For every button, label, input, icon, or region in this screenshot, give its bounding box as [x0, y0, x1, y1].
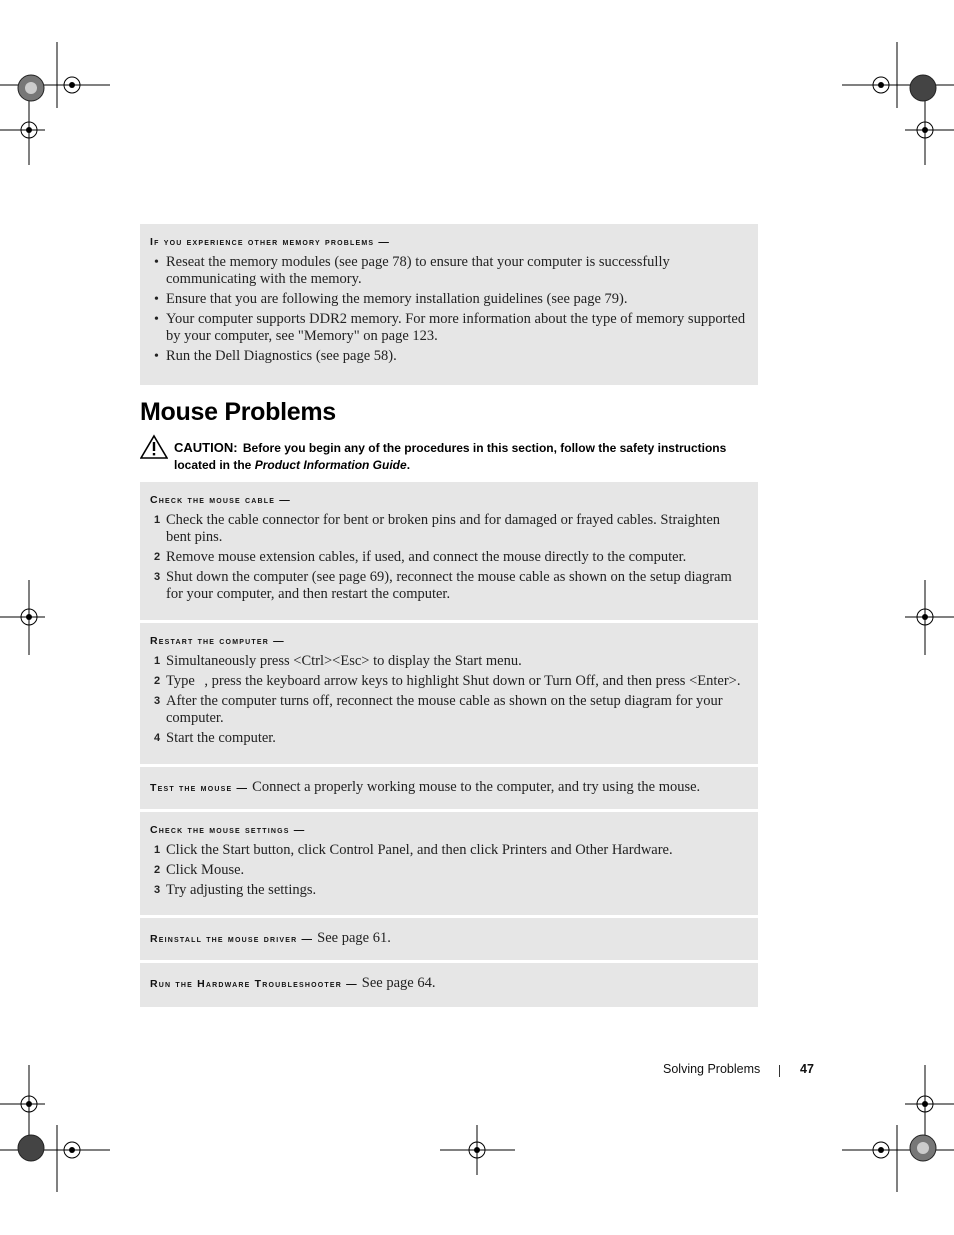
list-item: 4 Start the computer.: [154, 730, 276, 746]
list-item: 2 Remove mouse extension cables, if used, and connect the mouse directly to the computer.: [154, 549, 687, 565]
reinstall-heading: Reinstall the mouse driver — See page 61.: [150, 930, 391, 946]
restart-steps: [150, 653, 748, 747]
list-item: • Your computer supports DDR2 memory. For more information about the type of memory supported by your computer, see "Memory" on page 123.: [154, 311, 746, 344]
reinstall-driver-box: [140, 918, 758, 960]
footer-separator: [779, 1065, 780, 1077]
list-item: • Run the Dell Diagnostics (see page 58).: [154, 348, 397, 364]
caution-notice: [140, 434, 758, 474]
list-item: 3 After the computer turns off, reconnect the mouse cable as shown on the setup diagram for your computer.: [154, 693, 723, 726]
check-settings-heading: Check the mouse settings —: [150, 824, 306, 836]
memory-problems-list: [150, 254, 748, 365]
page-number: 47: [800, 1062, 814, 1076]
list-item: 1 Simultaneously press <Ctrl><Esc> to display the Start menu.: [154, 653, 522, 669]
caution-icon: [140, 434, 168, 460]
list-item: • Reseat the memory modules (see page 78) to ensure that your computer is successfully communicating with the memory.: [154, 254, 670, 287]
list-item: • Ensure that you are following the memory installation guidelines (see page 79).: [154, 291, 628, 307]
list-item: 2 Type , press the keyboard arrow keys to highlight Shut down or Turn Off, and then press <Enter>.: [154, 673, 741, 689]
memory-problems-box: [140, 224, 758, 385]
troubleshooter-heading: Run the Hardware Troubleshooter — See page 64.: [150, 975, 436, 991]
hardware-troubleshooter-box: [140, 963, 758, 1007]
restart-computer-box: [140, 623, 758, 764]
test-mouse-box: [140, 767, 758, 809]
check-mouse-cable-box: [140, 482, 758, 620]
check-mouse-settings-box: [140, 812, 758, 915]
check-settings-steps: [150, 842, 748, 899]
list-item: 1 Click the Start button, click Control Panel, and then click Printers and Other Hardware.: [154, 842, 673, 858]
list-item: 1 Check the cable connector for bent or broken pins and for damaged or frayed cables. Straighten bent pins.: [154, 512, 721, 545]
check-cable-steps: [150, 512, 748, 603]
footer-section-name: Solving Problems: [663, 1062, 761, 1076]
check-cable-heading: Check the mouse cable —: [150, 494, 291, 506]
section-title: Mouse Problems: [140, 398, 336, 426]
caution-text: CAUTION: Before you begin any of the procedures in this section, follow the safety instructions located in the Product Information Guide.: [174, 440, 727, 472]
memory-problems-heading: If you experience other memory problems —: [150, 236, 391, 248]
list-item: 3 Try adjusting the settings.: [154, 882, 317, 898]
restart-heading: Restart the computer —: [150, 635, 285, 647]
list-item: 3 Shut down the computer (see page 69), reconnect the mouse cable as shown on the setup diagram for your computer, and then restart the computer.: [154, 569, 732, 602]
list-item: 2 Click Mouse.: [154, 862, 245, 878]
test-mouse-heading: Test the mouse — Connect a properly working mouse to the computer, and try using the mouse.: [150, 779, 701, 795]
